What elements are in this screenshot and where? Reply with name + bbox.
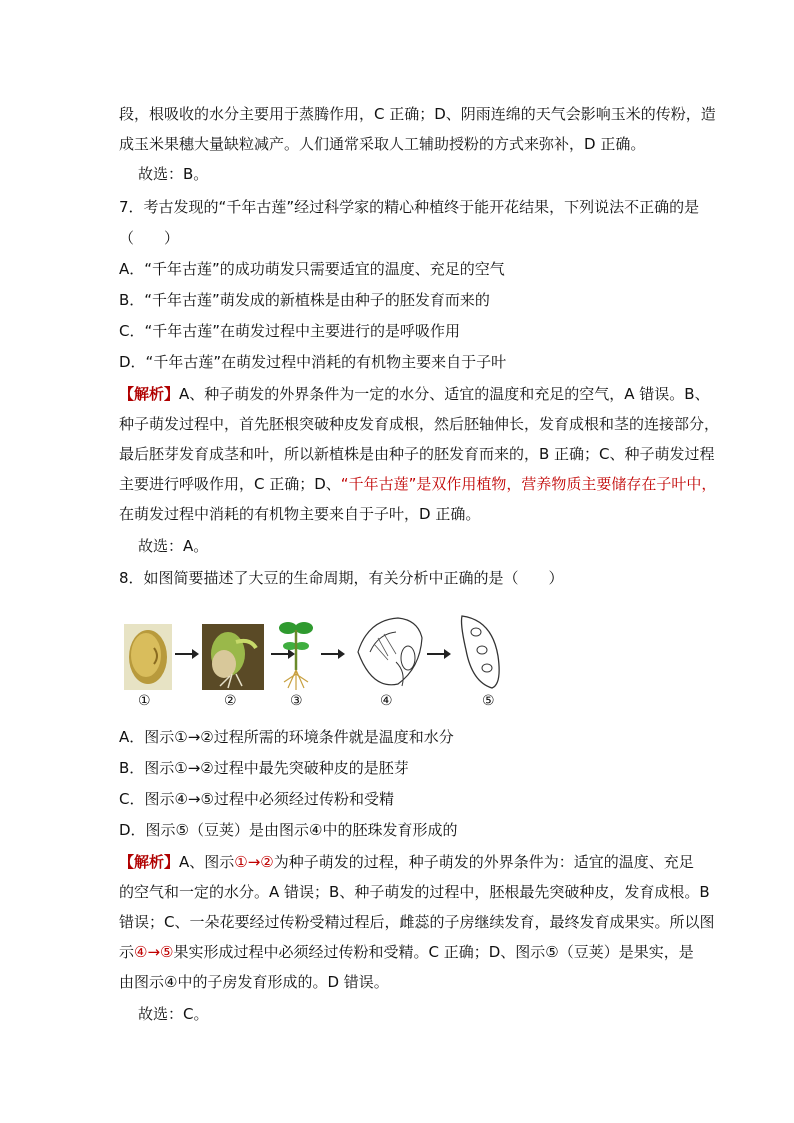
q7-explanation-line-4: 主要进行呼吸作用，C 正确；D、“千年古莲”是双作用植物，营养物质主要储存在子叶中， [119,475,717,493]
figure-label-5: ⑤ [482,693,495,709]
q8-explanation-line-4: 示④→⑤果实形成过程中必须经过传粉和受精。C 正确；D、图示⑤（豆荚）是果实，是 [119,943,694,961]
flower-diagram-image [348,612,428,692]
q7-explanation-line-2: 种子萌发过程中，首先胚根突破种皮发育成根，然后胚轴伸长，发育成根和茎的连接部分， [119,415,720,433]
seedling-image [278,618,314,692]
q8-stem: 8．如图简要描述了大豆的生命周期，有关分析中正确的是（ ） [119,569,564,587]
soybean-life-cycle-figure [120,608,540,712]
prev-answer: 故选：B。 [138,165,209,183]
seed-image [124,624,172,690]
q7-explanation-line-1: 【解析】A、种子萌发的外界条件为一定的水分、适宜的温度和充足的空气，A 错误。B、 [119,385,710,403]
prev-explanation-line-2: 成玉米果穗大量缺粒减产。人们通常采取人工辅助授粉的方式来弥补，D 正确。 [119,135,646,153]
q7-option-d: D．“千年古莲”在萌发过程中消耗的有机物主要来自于子叶 [119,353,507,371]
figure-label-4: ④ [380,693,393,709]
figure-label-2: ② [224,693,237,709]
q7-explanation-line-5: 在萌发过程中消耗的有机物主要来自于子叶，D 正确。 [119,505,481,523]
q8-explanation-line-3: 错误；C、一朵花要经过传粉受精过程后，雌蕊的子房继续发育，最终发育成果实。所以图 [119,913,715,931]
q7-option-b: B．“千年古莲”萌发成的新植株是由种子的胚发育而来的 [119,291,490,309]
arrow-icon [426,648,452,660]
arrow-icon [174,648,200,660]
q8-option-b: B．图示①→②过程中最先突破种皮的是胚芽 [119,759,409,777]
q7-answer: 故选：A。 [138,537,209,555]
q8-explanation-line-2: 的空气和一定的水分。A 错误；B、种子萌发的过程中，胚根最先突破种皮，发育成根。B [119,883,710,901]
q7-stem-line-2: （ ） [119,229,180,247]
q7-option-c: C．“千年古莲”在萌发过程中主要进行的是呼吸作用 [119,322,461,340]
q8-answer: 故选：C。 [138,1005,209,1023]
prev-explanation-line-1: 段，根吸收的水分主要用于蒸腾作用，C 正确；D、阴雨连绵的天气会影响玉米的传粉，造 [119,105,716,123]
figure-label-3: ③ [290,693,303,709]
q7-stem-line-1: 7．考古发现的“千年古莲”经过科学家的精心种植终于能开花结果，下列说法不正确的是 [119,198,700,216]
q7-explanation-tag: 【解析】 [119,385,180,403]
germinating-seed-image [202,624,264,690]
soybean-pod-image [454,610,504,690]
q8-explanation-tag: 【解析】 [119,853,180,871]
arrow-icon [320,648,346,660]
q7-highlight-text: “千年古莲”是双作用植物，营养物质主要储存在子叶中， [340,475,717,493]
q7-option-a: A．“千年古莲”的成功萌发只需要适宜的温度、充足的空气 [119,260,505,278]
q8-option-d: D．图示⑤（豆荚）是由图示④中的胚珠发育形成的 [119,821,458,839]
q7-explanation-line-3: 最后胚芽发育成茎和叶，所以新植株是由种子的胚发育而来的，B 正确；C、种子萌发过程 [119,445,715,463]
q8-option-c: C．图示④→⑤过程中必须经过传粉和受精 [119,790,394,808]
q8-explanation-line-5: 由图示④中的子房发育形成的。D 错误。 [119,973,389,991]
figure-label-1: ① [138,693,151,709]
q8-option-a: A．图示①→②过程所需的环境条件就是温度和水分 [119,728,454,746]
q8-explanation-line-1: 【解析】A、图示①→②为种子萌发的过程，种子萌发的外界条件为：适宜的温度、充足 [119,853,694,871]
